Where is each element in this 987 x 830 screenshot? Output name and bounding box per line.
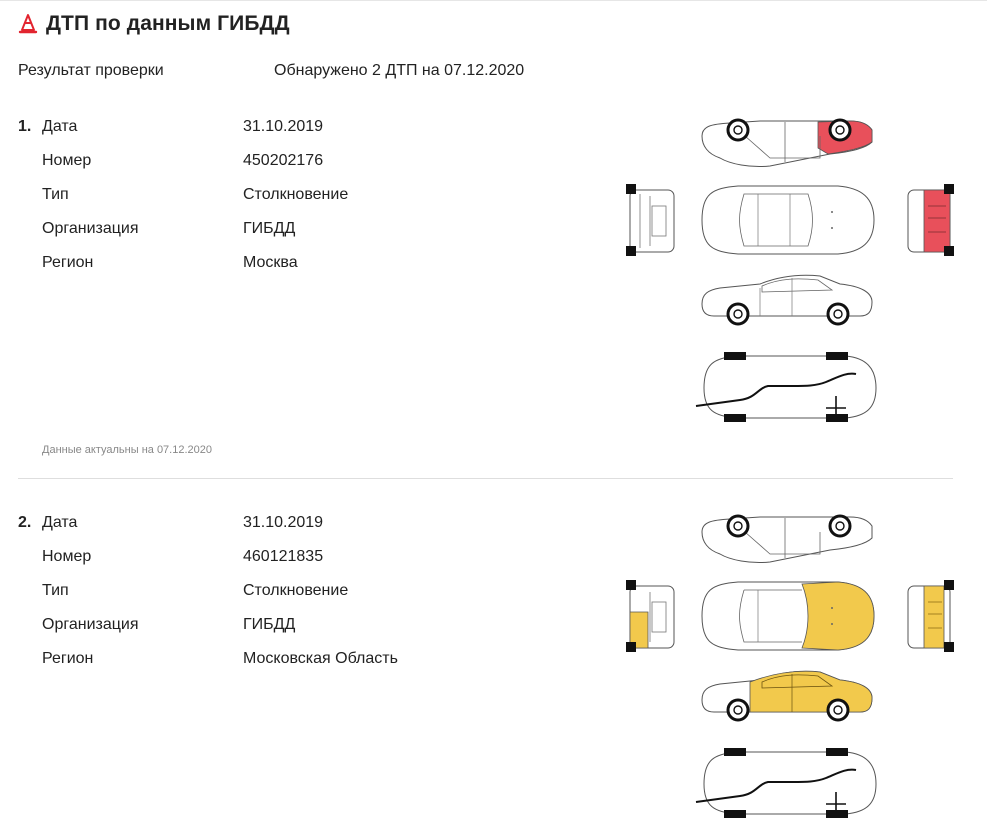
data-actual-note: Данные актуальны на 07.12.2020 bbox=[42, 444, 212, 456]
row-label: Организация bbox=[42, 616, 139, 633]
row-value: 31.10.2019 bbox=[243, 118, 324, 135]
result-label: Результат проверки bbox=[18, 62, 164, 79]
traffic-cone-icon bbox=[18, 13, 38, 35]
row-label: Регион bbox=[42, 254, 94, 271]
row-label: Дата bbox=[42, 118, 78, 135]
damage-zone bbox=[750, 671, 872, 712]
row-label: Тип bbox=[42, 582, 69, 599]
car-top-view bbox=[702, 186, 874, 254]
car-front-view bbox=[908, 580, 954, 652]
row-value: Москва bbox=[243, 254, 298, 271]
row-label: Дата bbox=[42, 514, 78, 531]
car-side-view-top bbox=[702, 120, 872, 167]
row-type bbox=[42, 582, 602, 604]
row-value: 31.10.2019 bbox=[243, 514, 324, 531]
car-side-view-bottom bbox=[702, 275, 872, 324]
row-value: 450202176 bbox=[243, 152, 324, 169]
row-label: Номер bbox=[42, 152, 92, 169]
row-label: Регион bbox=[42, 650, 94, 667]
row-number bbox=[42, 152, 602, 174]
car-damage-schematic bbox=[620, 112, 960, 422]
section-title: ДТП по данным ГИБДД bbox=[46, 12, 290, 35]
damage-diagram bbox=[620, 112, 960, 422]
damage-diagram bbox=[620, 508, 960, 830]
car-underbody-view bbox=[696, 748, 876, 818]
row-value: Столкновение bbox=[243, 186, 349, 203]
car-side-view-top bbox=[702, 516, 872, 563]
row-organization bbox=[42, 220, 602, 242]
row-value: 460121835 bbox=[243, 548, 324, 565]
row-organization bbox=[42, 616, 602, 638]
row-label: Номер bbox=[42, 548, 92, 565]
car-rear-view bbox=[626, 580, 674, 652]
row-value: ГИБДД bbox=[243, 220, 296, 237]
section-header bbox=[18, 10, 290, 38]
top-border bbox=[0, 0, 987, 1]
damage-zone bbox=[924, 586, 944, 648]
car-front-view bbox=[908, 184, 954, 256]
row-value: ГИБДД bbox=[243, 616, 296, 633]
row-label: Организация bbox=[42, 220, 139, 237]
car-top-view bbox=[702, 582, 874, 650]
car-damage-schematic bbox=[620, 508, 960, 830]
row-value: Столкновение bbox=[243, 582, 349, 599]
accident-divider bbox=[18, 478, 953, 479]
result-value: Обнаружено 2 ДТП на 07.12.2020 bbox=[274, 62, 525, 79]
damage-zone bbox=[924, 190, 950, 252]
car-rear-view bbox=[626, 184, 674, 256]
row-region bbox=[42, 254, 602, 276]
accident-number: 1. bbox=[18, 118, 32, 135]
row-number bbox=[42, 548, 602, 570]
row-value: Московская Область bbox=[243, 650, 398, 667]
damage-zone bbox=[802, 582, 874, 650]
car-side-view-bottom bbox=[702, 671, 872, 720]
row-type bbox=[42, 186, 602, 208]
accident-number: 2. bbox=[18, 514, 32, 531]
row-date bbox=[42, 118, 602, 140]
row-date bbox=[42, 514, 602, 536]
row-label: Тип bbox=[42, 186, 69, 203]
car-underbody-view bbox=[696, 352, 876, 422]
row-region bbox=[42, 650, 602, 672]
